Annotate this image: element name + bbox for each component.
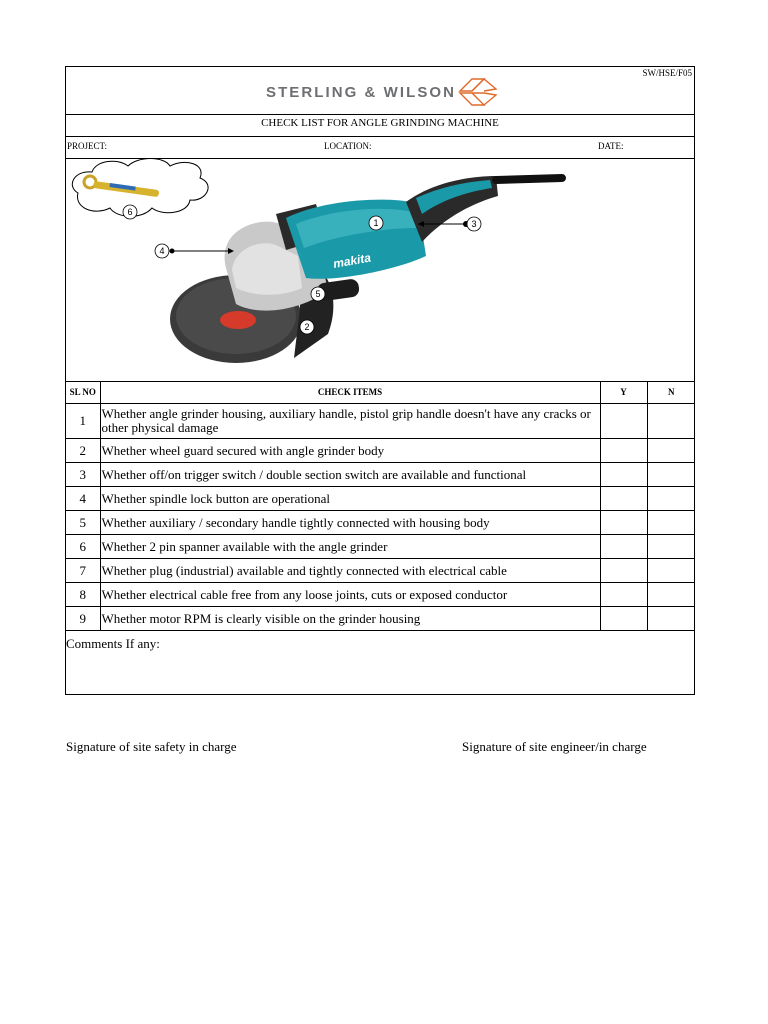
date-label: DATE: xyxy=(598,141,624,151)
no-cell[interactable] xyxy=(647,463,695,487)
row-number: 1 xyxy=(66,404,100,439)
brand-logo-text: makita xyxy=(332,250,372,271)
no-cell[interactable] xyxy=(647,439,695,463)
table-row xyxy=(66,607,695,631)
no-cell[interactable] xyxy=(647,583,695,607)
callout-2: 2 xyxy=(304,322,310,332)
divider xyxy=(66,136,694,137)
table-row xyxy=(66,439,695,463)
row-number: 5 xyxy=(66,511,100,535)
project-label: PROJECT: xyxy=(67,141,108,151)
yes-cell[interactable] xyxy=(600,463,647,487)
comments-label: Comments If any: xyxy=(66,636,160,651)
check-item: Whether spindle lock button are operational xyxy=(100,487,600,511)
checklist-sheet xyxy=(65,66,695,695)
grinder-icon xyxy=(170,176,562,363)
page-title: CHECK LIST FOR ANGLE GRINDING MACHINE xyxy=(261,117,499,129)
check-item: Whether auxiliary / secondary handle tightly connected with housing body xyxy=(100,511,600,535)
logo-mark-icon xyxy=(460,79,496,105)
no-cell[interactable] xyxy=(647,404,695,439)
checklist-table xyxy=(66,381,695,631)
yes-cell[interactable] xyxy=(600,487,647,511)
divider xyxy=(66,114,694,115)
table-row xyxy=(66,559,695,583)
document-code: SW/HSE/F05 xyxy=(642,68,692,78)
row-number: 8 xyxy=(66,583,100,607)
no-cell[interactable] xyxy=(647,607,695,631)
yes-cell[interactable] xyxy=(600,404,647,439)
table-row xyxy=(66,404,695,439)
table-row xyxy=(66,535,695,559)
angle-grinder-illustration xyxy=(66,158,694,381)
table-row xyxy=(66,463,695,487)
check-item: Whether motor RPM is clearly visible on the grinder housing xyxy=(100,607,600,631)
yes-cell[interactable] xyxy=(600,535,647,559)
callout-5: 5 xyxy=(315,289,321,299)
check-item: Whether plug (industrial) available and tightly connected with electrical cable xyxy=(100,559,600,583)
location-label: LOCATION: xyxy=(324,141,372,151)
check-item: Whether electrical cable free from any loose joints, cuts or exposed conductor xyxy=(100,583,600,607)
check-item: Whether wheel guard secured with angle grinder body xyxy=(100,439,600,463)
column-header-no: N xyxy=(647,381,695,404)
callout-6: 6 xyxy=(127,207,133,217)
callout-3: 3 xyxy=(471,219,477,229)
spanner-cloud xyxy=(72,159,208,220)
yes-cell[interactable] xyxy=(600,607,647,631)
row-number: 4 xyxy=(66,487,100,511)
signature-engineer-label: Signature of site engineer/in charge xyxy=(462,739,647,754)
table-row xyxy=(66,583,695,607)
row-number: 3 xyxy=(66,463,100,487)
table-header-row xyxy=(66,381,695,404)
yes-cell[interactable] xyxy=(600,511,647,535)
row-number: 6 xyxy=(66,535,100,559)
row-number: 7 xyxy=(66,559,100,583)
no-cell[interactable] xyxy=(647,487,695,511)
no-cell[interactable] xyxy=(647,535,695,559)
signature-safety-label: Signature of site safety in charge xyxy=(66,739,237,754)
check-item: Whether angle grinder housing, auxiliary handle, pistol grip handle doesn't have any cracks or other physical damage xyxy=(100,404,600,439)
table-row xyxy=(66,511,695,535)
row-number: 2 xyxy=(66,439,100,463)
company-logo xyxy=(266,71,501,113)
column-header-sl: SL NO xyxy=(66,381,100,404)
table-row xyxy=(66,487,695,511)
yes-cell[interactable] xyxy=(600,583,647,607)
no-cell[interactable] xyxy=(647,511,695,535)
logo-text: STERLING & WILSON xyxy=(266,84,454,101)
callout-4: 4 xyxy=(159,246,165,256)
callout-1: 1 xyxy=(373,218,379,228)
check-item: Whether off/on trigger switch / double section switch are available and functional xyxy=(100,463,600,487)
yes-cell[interactable] xyxy=(600,559,647,583)
column-header-item: CHECK ITEMS xyxy=(100,381,600,404)
no-cell[interactable] xyxy=(647,559,695,583)
check-item: Whether 2 pin spanner available with the angle grinder xyxy=(100,535,600,559)
row-number: 9 xyxy=(66,607,100,631)
column-header-yes: Y xyxy=(600,381,647,404)
yes-cell[interactable] xyxy=(600,439,647,463)
